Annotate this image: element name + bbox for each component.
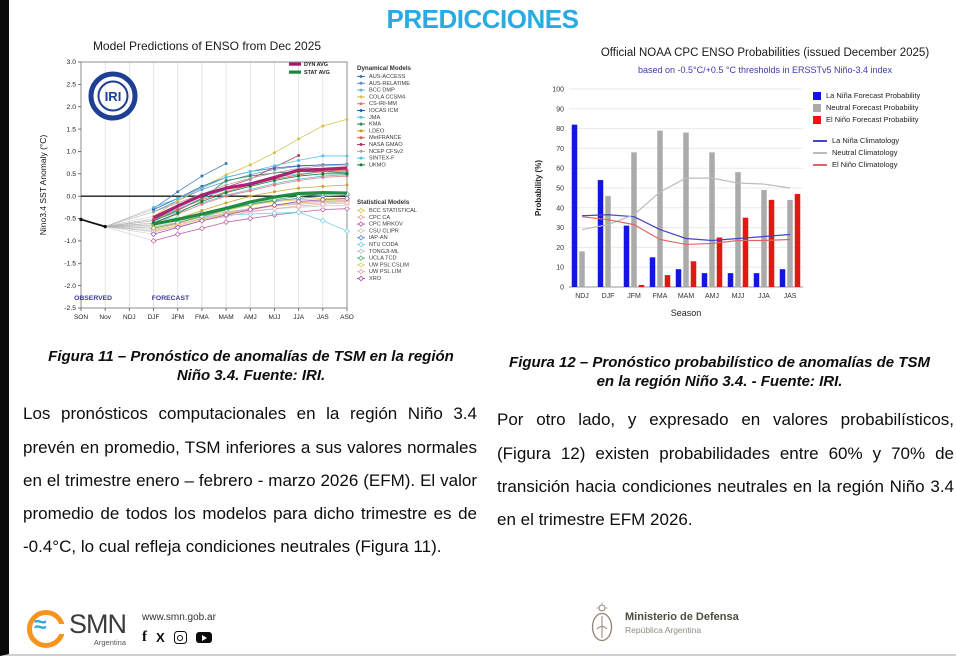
svg-text:MJJ: MJJ bbox=[268, 314, 281, 321]
prob-chart-title: Official NOAA CPC ENSO Probabilities (issued December 2025) bbox=[600, 47, 930, 59]
facebook-icon[interactable]: f bbox=[142, 629, 147, 645]
legend-swatch bbox=[813, 116, 821, 124]
svg-text:IRI: IRI bbox=[104, 89, 122, 104]
caption-line: Figura 11 – Pronóstico de anomalías de TSM en la región bbox=[48, 348, 454, 365]
smn-name: SMN bbox=[69, 609, 126, 640]
x-icon[interactable]: X bbox=[156, 630, 165, 645]
svg-text:40: 40 bbox=[556, 205, 564, 213]
svg-text:MJJ: MJJ bbox=[731, 293, 745, 300]
svg-text:60: 60 bbox=[556, 165, 564, 173]
legend-item bbox=[813, 115, 951, 124]
legend-swatch bbox=[813, 152, 827, 154]
legend-item bbox=[813, 160, 951, 169]
svg-text:NTU CODA: NTU CODA bbox=[369, 242, 399, 248]
figure-12-paragraph: Por otro lado, y expresado en valores probabilísticos, (Figura 12) existen probabilidades entre 60% y 70% de transición hacia condiciones neutrales en la región Niño 3.4 en el trimestre EFM 2026. bbox=[497, 410, 954, 529]
svg-text:ASO: ASO bbox=[340, 314, 354, 321]
page-title: PREDICCIONES bbox=[386, 4, 579, 34]
svg-text:CSU CLIPR: CSU CLIPR bbox=[369, 228, 399, 235]
svg-text:CS-IRI-MM: CS-IRI-MM bbox=[369, 101, 397, 108]
svg-text:UKMO: UKMO bbox=[369, 162, 386, 169]
svg-text:SON: SON bbox=[73, 314, 89, 321]
main-content bbox=[9, 35, 956, 563]
smn-logo-icon bbox=[27, 610, 65, 648]
svg-text:IAP-AN: IAP-AN bbox=[369, 235, 388, 242]
svg-text:-2.0: -2.0 bbox=[64, 282, 76, 290]
svg-text:100: 100 bbox=[552, 86, 564, 94]
legend-label: Neutral Climatology bbox=[832, 148, 898, 157]
svg-text:-1.5: -1.5 bbox=[64, 260, 76, 268]
legend-label: La Niña Forecast Probability bbox=[826, 91, 921, 100]
svg-text:0.0: 0.0 bbox=[66, 193, 76, 201]
figure-12-chart bbox=[485, 43, 951, 343]
smn-logo-notch bbox=[58, 624, 66, 634]
svg-text:10: 10 bbox=[556, 264, 564, 272]
svg-text:OBSERVED: OBSERVED bbox=[74, 295, 113, 302]
prob-plot bbox=[552, 87, 803, 301]
svg-text:MAM: MAM bbox=[677, 293, 695, 300]
svg-text:FMA: FMA bbox=[195, 314, 209, 321]
svg-text:AUS-RELATIME: AUS-RELATIME bbox=[369, 80, 410, 87]
svg-text:20: 20 bbox=[556, 244, 564, 252]
smn-wordmark bbox=[69, 611, 126, 647]
ministry-emblem-icon bbox=[589, 602, 615, 644]
svg-text:1.5: 1.5 bbox=[66, 126, 76, 134]
svg-text:30: 30 bbox=[556, 225, 564, 233]
svg-text:90: 90 bbox=[556, 106, 564, 114]
svg-text:0: 0 bbox=[560, 284, 564, 292]
svg-text:STAT AVG: STAT AVG bbox=[304, 69, 330, 76]
svg-text:KMA: KMA bbox=[369, 121, 382, 128]
svg-text:Nov: Nov bbox=[99, 314, 111, 321]
enso-plume-chart-canvas bbox=[35, 54, 469, 332]
smn-logo-block bbox=[27, 610, 216, 648]
svg-text:LDEO: LDEO bbox=[369, 128, 385, 135]
svg-text:SINTEX-F: SINTEX-F bbox=[369, 155, 395, 162]
svg-text:XRO: XRO bbox=[369, 276, 382, 282]
svg-text:AUS-ACCESS: AUS-ACCESS bbox=[369, 74, 406, 80]
smn-waves-icon: ≈ bbox=[34, 611, 47, 637]
legend-swatch bbox=[813, 164, 827, 166]
svg-text:IOCAS ICM: IOCAS ICM bbox=[369, 108, 399, 114]
page-footer bbox=[9, 596, 956, 650]
legend-spacer bbox=[813, 127, 951, 136]
instagram-icon[interactable] bbox=[174, 631, 187, 644]
svg-text:DYN AVG: DYN AVG bbox=[304, 61, 328, 68]
svg-text:3.0: 3.0 bbox=[66, 59, 76, 67]
svg-text:JAS: JAS bbox=[316, 314, 329, 321]
svg-text:-2.5: -2.5 bbox=[64, 305, 76, 313]
caption-line: en la región Niño 3.4. - Fuente: IRI. bbox=[596, 373, 843, 391]
svg-text:FORECAST: FORECAST bbox=[151, 295, 190, 302]
figure-12-section bbox=[483, 37, 956, 563]
svg-text:-1.0: -1.0 bbox=[64, 238, 76, 246]
ministry-block bbox=[589, 602, 739, 644]
svg-text:AMJ: AMJ bbox=[243, 314, 257, 321]
svg-text:UW PSL LIM: UW PSL LIM bbox=[369, 269, 402, 276]
svg-text:FMA: FMA bbox=[652, 293, 668, 300]
svg-text:Dynamical Models: Dynamical Models bbox=[357, 65, 411, 72]
svg-text:Season: Season bbox=[670, 308, 702, 318]
svg-text:DJF: DJF bbox=[601, 293, 615, 300]
caption-line: Niño 3.4. Fuente: IRI. bbox=[176, 367, 326, 385]
svg-text:NCEP CFSv2: NCEP CFSv2 bbox=[369, 148, 404, 155]
svg-text:BCC DMP: BCC DMP bbox=[369, 87, 395, 94]
legend-label: La Niña Climatology bbox=[832, 136, 900, 145]
social-icons-row bbox=[142, 629, 216, 646]
legend-swatch bbox=[813, 92, 821, 100]
svg-text:CPC MRKOV: CPC MRKOV bbox=[369, 221, 403, 228]
legend-swatch bbox=[813, 104, 821, 112]
svg-text:BCC STATISTICAL: BCC STATISTICAL bbox=[369, 208, 417, 214]
svg-text:Probability (%): Probability (%) bbox=[534, 159, 543, 217]
svg-text:JJA: JJA bbox=[758, 293, 770, 300]
svg-text:Nino3.4 SST Anomaly (°C): Nino3.4 SST Anomaly (°C) bbox=[38, 134, 48, 236]
svg-text:2.5: 2.5 bbox=[66, 81, 76, 89]
svg-text:70: 70 bbox=[556, 145, 564, 153]
ministry-text bbox=[625, 611, 739, 635]
svg-text:50: 50 bbox=[556, 185, 564, 193]
svg-text:UW PSL CSLIM: UW PSL CSLIM bbox=[369, 262, 409, 269]
legend-label: Neutral Forecast Probability bbox=[826, 103, 919, 112]
prob-chart-subtitle: based on -0.5°C/+0.5 °C thresholds in ERSSTv5 Niño-3.4 index bbox=[637, 65, 893, 75]
enso-probability-chart-canvas bbox=[531, 83, 811, 325]
svg-text:UCLA TCD: UCLA TCD bbox=[369, 255, 397, 262]
smn-country: Argentina bbox=[93, 638, 126, 648]
svg-text:80: 80 bbox=[556, 126, 564, 134]
svg-text:COLA CCSM4: COLA CCSM4 bbox=[369, 94, 406, 101]
legend-label: El Niño Forecast Probability bbox=[826, 115, 919, 124]
figure-11-chart bbox=[35, 39, 469, 333]
prob-chart-legend bbox=[813, 91, 951, 172]
svg-text:1.0: 1.0 bbox=[66, 148, 76, 156]
svg-text:CPC CA: CPC CA bbox=[369, 214, 391, 221]
svg-text:JFM: JFM bbox=[171, 314, 185, 321]
ministry-subtitle: República Argentina bbox=[625, 625, 702, 635]
instagram-lens bbox=[177, 635, 183, 641]
smn-website-link[interactable]: www.smn.gob.ar bbox=[142, 612, 216, 623]
legend-item bbox=[813, 136, 951, 145]
legend-swatch bbox=[813, 140, 827, 142]
legend-item bbox=[813, 91, 951, 100]
figure-11-section bbox=[19, 37, 483, 563]
smn-links bbox=[142, 612, 216, 646]
legend-item bbox=[813, 148, 951, 157]
svg-text:NASA GMAO: NASA GMAO bbox=[369, 142, 403, 148]
plume-model-legend bbox=[357, 65, 417, 282]
legend-item bbox=[813, 103, 951, 112]
svg-text:-0.5: -0.5 bbox=[64, 215, 76, 223]
svg-text:JFM: JFM bbox=[627, 293, 641, 300]
youtube-play-triangle bbox=[202, 635, 207, 641]
iri-logo bbox=[91, 74, 135, 118]
svg-text:0.5: 0.5 bbox=[66, 171, 76, 179]
youtube-icon[interactable] bbox=[196, 632, 212, 643]
caption-line: Figura 12 – Pronóstico probabilístico de anomalías de TSM bbox=[509, 354, 930, 371]
svg-text:AMJ: AMJ bbox=[705, 293, 719, 300]
svg-text:Statistical Models: Statistical Models bbox=[357, 199, 410, 206]
svg-text:JAS: JAS bbox=[783, 293, 797, 300]
svg-text:NDJ: NDJ bbox=[123, 314, 136, 321]
figure-11-caption bbox=[23, 347, 479, 385]
figure-11-paragraph: Los pronósticos computacionales en la región Niño 3.4 prevén en promedio, TSM inferiores a sus valores normales en el trimestre enero – febrero - marzo 2026 (EFM). El valor promedio de todos los modelos para dicho trimestre es de -0.4°C, lo cual refleja condiciones neutrales (Figura 11). bbox=[23, 404, 477, 556]
svg-text:JMA: JMA bbox=[369, 114, 381, 121]
svg-text:2.0: 2.0 bbox=[66, 103, 76, 111]
legend-label: El Niño Climatology bbox=[832, 160, 898, 169]
plume-chart-title: Model Predictions of ENSO from Dec 2025 bbox=[92, 39, 322, 53]
svg-text:DJF: DJF bbox=[147, 314, 160, 321]
svg-text:MetFRANCE: MetFRANCE bbox=[369, 135, 402, 142]
figure-12-caption bbox=[487, 353, 952, 391]
svg-text:JJA: JJA bbox=[293, 314, 305, 321]
ministry-name: Ministerio de Defensa bbox=[625, 611, 739, 623]
svg-text:TONGJI-ML: TONGJI-ML bbox=[369, 248, 400, 255]
svg-text:MAM: MAM bbox=[218, 314, 234, 321]
svg-text:NDJ: NDJ bbox=[575, 293, 589, 300]
